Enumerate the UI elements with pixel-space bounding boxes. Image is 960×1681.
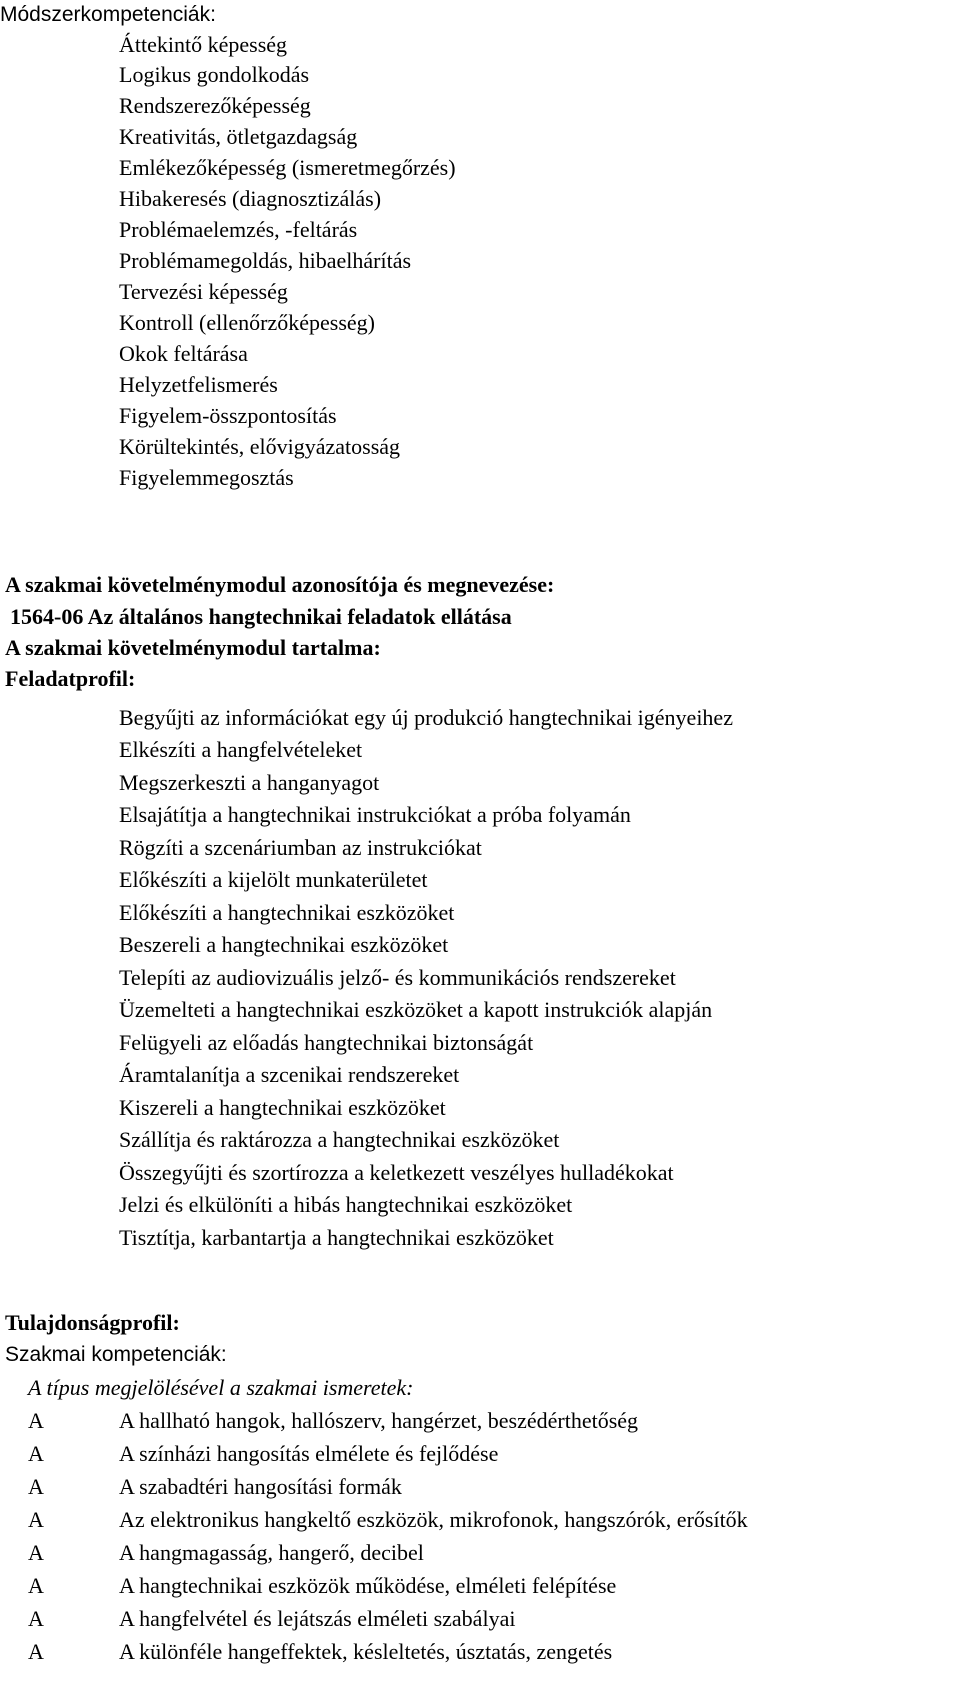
method-item: Okok feltárása — [119, 341, 248, 366]
task-item: Megszerkeszti a hanganyagot — [119, 770, 380, 795]
knowledge-type: A — [28, 1606, 44, 1631]
knowledge-item — [0, 1606, 960, 1632]
module-content-heading: A szakmai követelménymodul tartalma: — [5, 635, 381, 660]
knowledge-type: A — [28, 1408, 44, 1433]
task-item: Összegyűjti és szortírozza a keletkezett veszélyes hulladékokat — [119, 1160, 674, 1185]
task-item: Tisztítja, karbantartja a hangtechnikai eszközöket — [119, 1225, 554, 1250]
method-item: Rendszerezőképesség — [119, 93, 311, 118]
knowledge-type: A — [28, 1639, 44, 1664]
knowledge-text: A hangmagasság, hangerő, decibel — [119, 1540, 424, 1565]
task-item: Felügyeli az előadás hangtechnikai biztonságát — [119, 1030, 534, 1055]
method-item: Logikus gondolkodás — [119, 62, 310, 87]
method-item: Kontroll (ellenőrzőképesség) — [119, 310, 375, 335]
task-item: Begyűjti az információkat egy új produkció hangtechnikai igényeihez — [119, 705, 733, 730]
knowledge-text: Az elektronikus hangkeltő eszközök, mikrofonok, hangszórók, erősítők — [119, 1507, 748, 1532]
knowledge-item — [0, 1408, 960, 1434]
method-item: Problémamegoldás, hibaelhárítás — [119, 248, 412, 273]
professional-competencies-heading: Szakmai kompetenciák: — [5, 1343, 227, 1366]
knowledge-text: A hallható hangok, hallószerv, hangérzet, beszédérthetőség — [119, 1408, 639, 1433]
method-item: Tervezési képesség — [119, 279, 288, 304]
task-item: Rögzíti a szcenáriumban az instrukciókat — [119, 835, 482, 860]
knowledge-text: A szabadtéri hangosítási formák — [119, 1474, 402, 1499]
knowledge-item — [0, 1639, 960, 1665]
method-item: Figyelem-összpontosítás — [119, 403, 337, 428]
method-item: Problémaelemzés, -feltárás — [119, 217, 358, 242]
knowledge-text: A különféle hangeffektek, késleltetés, úsztatás, zengetés — [119, 1639, 613, 1664]
knowledge-item — [0, 1441, 960, 1467]
task-item: Üzemelteti a hangtechnikai eszközöket a kapott instrukciók alapján — [119, 997, 713, 1022]
task-profile-heading: Feladatprofil: — [5, 666, 136, 691]
knowledge-text: A színházi hangosítás elmélete és fejlődése — [119, 1441, 499, 1466]
task-item: Szállítja és raktározza a hangtechnikai eszközöket — [119, 1127, 560, 1152]
task-item: Elkészíti a hangfelvételeket — [119, 737, 363, 762]
method-competencies-heading: Módszerkompetenciák: — [0, 3, 216, 26]
task-item: Jelzi és elkülöníti a hibás hangtechnikai eszközöket — [119, 1192, 573, 1217]
knowledge-type: A — [28, 1573, 44, 1598]
task-item: Beszereli a hangtechnikai eszközöket — [119, 932, 449, 957]
task-item: Előkészíti a hangtechnikai eszközöket — [119, 900, 455, 925]
knowledge-text: A hangfelvétel és lejátszás elméleti szabályai — [119, 1606, 516, 1631]
task-item: Előkészíti a kijelölt munkaterületet — [119, 867, 428, 892]
method-item: Körültekintés, elővigyázatosság — [119, 434, 401, 459]
property-profile-heading: Tulajdonságprofil: — [5, 1310, 180, 1335]
task-item: Telepíti az audiovizuális jelző- és kommunikációs rendszereket — [119, 965, 676, 990]
method-item: Figyelemmegosztás — [119, 465, 294, 490]
knowledge-type: A — [28, 1441, 44, 1466]
knowledge-item — [0, 1540, 960, 1566]
knowledge-type: A — [28, 1507, 44, 1532]
knowledge-item — [0, 1474, 960, 1500]
module-id-value: 1564-06 Az általános hangtechnikai feladatok ellátása — [10, 604, 512, 629]
module-id-heading: A szakmai követelménymodul azonosítója és megnevezése: — [5, 572, 555, 597]
method-item: Kreativitás, ötletgazdagság — [119, 124, 358, 149]
task-item: Kiszereli a hangtechnikai eszközöket — [119, 1095, 446, 1120]
knowledge-text: A hangtechnikai eszközök működése, elméleti felépítése — [119, 1573, 617, 1598]
method-item: Hibakeresés (diagnosztizálás) — [119, 186, 382, 211]
knowledge-type: A — [28, 1474, 44, 1499]
method-item: Helyzetfelismerés — [119, 372, 278, 397]
task-item: Áramtalanítja a szcenikai rendszereket — [119, 1062, 460, 1087]
method-item: Áttekintő képesség — [119, 32, 288, 57]
knowledge-item — [0, 1573, 960, 1599]
task-item: Elsajátítja a hangtechnikai instrukciókat a próba folyamán — [119, 802, 631, 827]
method-item: Emlékezőképesség (ismeretmegőrzés) — [119, 155, 456, 180]
knowledge-type: A — [28, 1540, 44, 1565]
knowledge-item — [0, 1507, 960, 1533]
type-note: A típus megjelölésével a szakmai ismeretek: — [28, 1375, 414, 1400]
